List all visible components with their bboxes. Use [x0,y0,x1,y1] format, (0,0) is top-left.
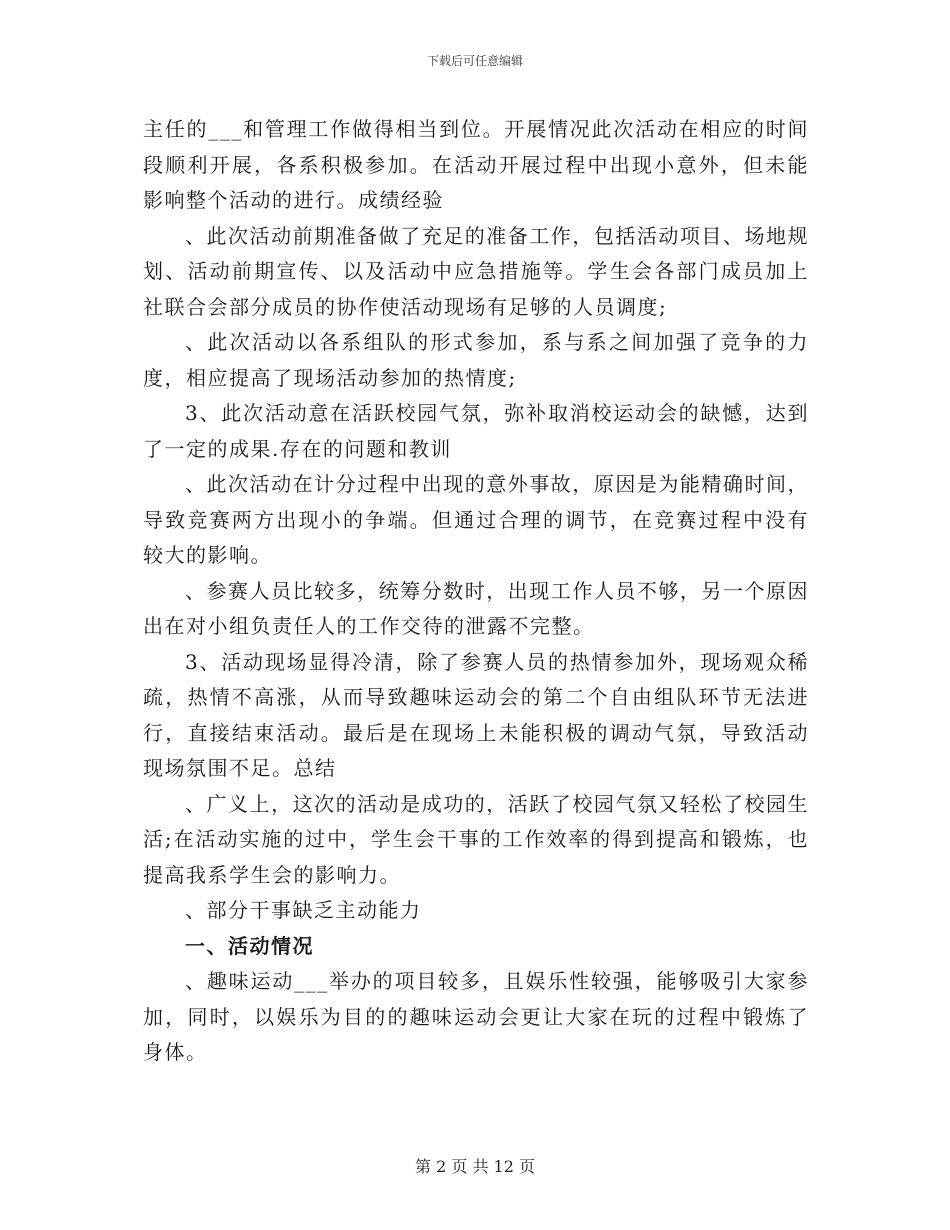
paragraph-3: 、此次活动以各系组队的形式参加，系与系之间加强了竞争的力度，相应提高了现场活动参加的热情度; [143,330,809,390]
paragraph-4: 3、此次活动意在活跃校园气氛，弥补取消校运动会的缺憾，达到了一定的成果.存在的问题和教训 [143,401,809,461]
paragraph-6: 、参赛人员比较多，统筹分数时，出现工作人员不够，另一个原因出在对小组负责任人的工作交待的泄露不完整。 [143,578,809,638]
section-heading: 一、活动情况 [185,933,314,958]
paragraph-2: 、此次活动前期准备做了充足的准备工作，包括活动项目、场地规划、活动前期宣传、以及活动中应急措施等。学生会各部门成员加上社联合会部分成员的协作使活动现场有足够的人员调度; [143,223,809,319]
paragraph-7: 3、活动现场显得冷清，除了参赛人员的热情参加外，现场观众稀疏，热情不高涨，从而导致趣味运动会的第二个自由组队环节无法进行，直接结束活动。最后是在现场上未能积极的调动气氛，导致活动现场氛围不足。总结 [143,649,809,780]
page-header-note: 下载后可任意编辑 [426,54,523,68]
document-body [143,112,809,1071]
paragraph-1: 主任的___和管理工作做得相当到位。开展情况此次活动在相应的时间段顺利开展，各系积极参加。在活动开展过程中出现小意外，但未能影响整个活动的进行。成绩经验 [143,117,809,212]
paragraph-9: 、部分干事缺乏主动能力 [185,898,422,922]
paragraph-10: 、趣味运动___举办的项目较多，且娱乐性较强，能够吸引大家参加，同时，以娱乐为目的的趣味运动会更让大家在玩的过程中锻炼了身体。 [143,969,809,1064]
paragraph-8: 、广义上，这次的活动是成功的，活跃了校园气氛又轻松了校园生活;在活动实施的过中，学生会干事的工作效率的得到提高和锻炼，也提高我系学生会的影响力。 [143,791,809,887]
paragraph-5: 、此次活动在计分过程中出现的意外事故，原因是为能精确时间，导致竞赛两方出现小的争端。但通过合理的调节，在竞赛过程中没有较大的影响。 [143,472,809,567]
page-number-footer: 第 2 页 共 12 页 [415,1157,535,1176]
